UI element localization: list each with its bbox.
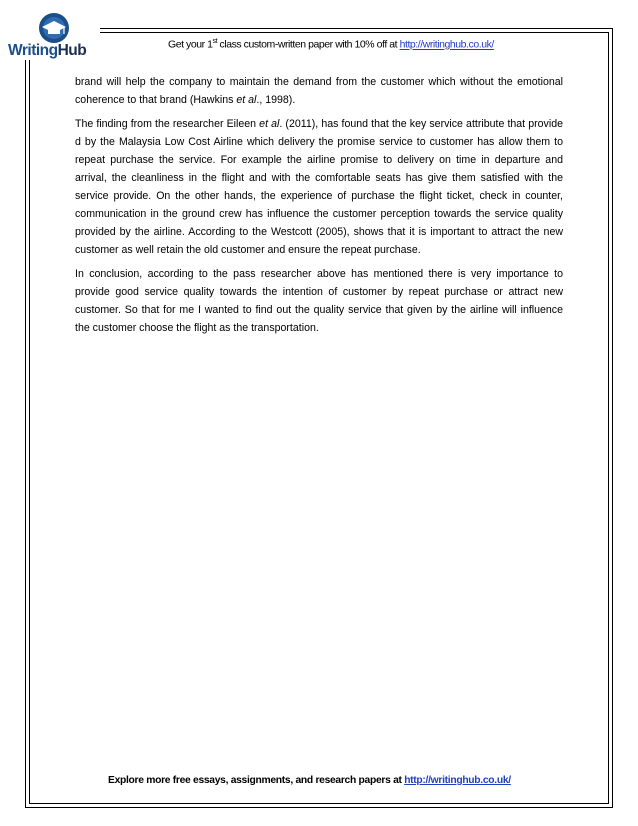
header-link[interactable]: http://writinghub.co.uk/ — [399, 38, 494, 51]
p2-italic: et al — [259, 118, 280, 130]
cap-icon — [36, 12, 72, 44]
footer-pre: Explore more free essays, assignments, and research papers at — [108, 775, 405, 786]
paragraph-3: In conclusion, according to the pass researcher above has mentioned there is very importance to provide good service quality towards the intention of customer by repeat purchase or attract new customer. So that for me I wanted to find out the quality service that given by the airline will influence the customer choose the flight as the transportation. — [75, 268, 563, 334]
logo-text-main: Writing — [8, 42, 58, 59]
p1-italic: et al — [236, 94, 257, 106]
logo-text-hub: Hub — [57, 42, 87, 59]
writinghub-logo[interactable] — [8, 12, 100, 60]
header-sup: st — [212, 38, 218, 45]
header-pre: Get your 1 — [168, 38, 213, 51]
footer-promo — [108, 775, 511, 786]
paragraph-1 — [75, 73, 563, 109]
p1-text-b: ., 1998). — [256, 94, 296, 106]
header-promo — [168, 38, 494, 51]
document-body — [75, 73, 563, 343]
header-post: class custom-written paper with 10% off at — [217, 38, 400, 51]
p2-text-b: . (2011), has found that the key service attribute that provide d by the Malaysia Low Cost Airline which delivery the promise service to customer has allow them to repeat purchase the service. For example the airline promise to delivery on time in departure and arrival, the cleanliness in the flight and with the comfortable seats has give them satisfied with the service provide. On the other hands, the experience of purchase the flight ticket, check in counter, communication in the ground crew has influence the customer perception towards the service quality provided by the airline. According to the Westcott (2005), shows that it is important to attract the new customer as well retain the old customer and ensure the repeat purchase. — [75, 118, 563, 256]
footer-link[interactable]: http://writinghub.co.uk/ — [404, 775, 511, 786]
p1-text-a: brand will help the company to maintain the demand from the customer which without the emotional coherence to that brand (Hawkins — [75, 76, 563, 106]
p2-text-a: The finding from the researcher Eileen — [75, 118, 260, 130]
paragraph-2 — [75, 115, 563, 259]
logo-wordmark — [8, 42, 86, 60]
